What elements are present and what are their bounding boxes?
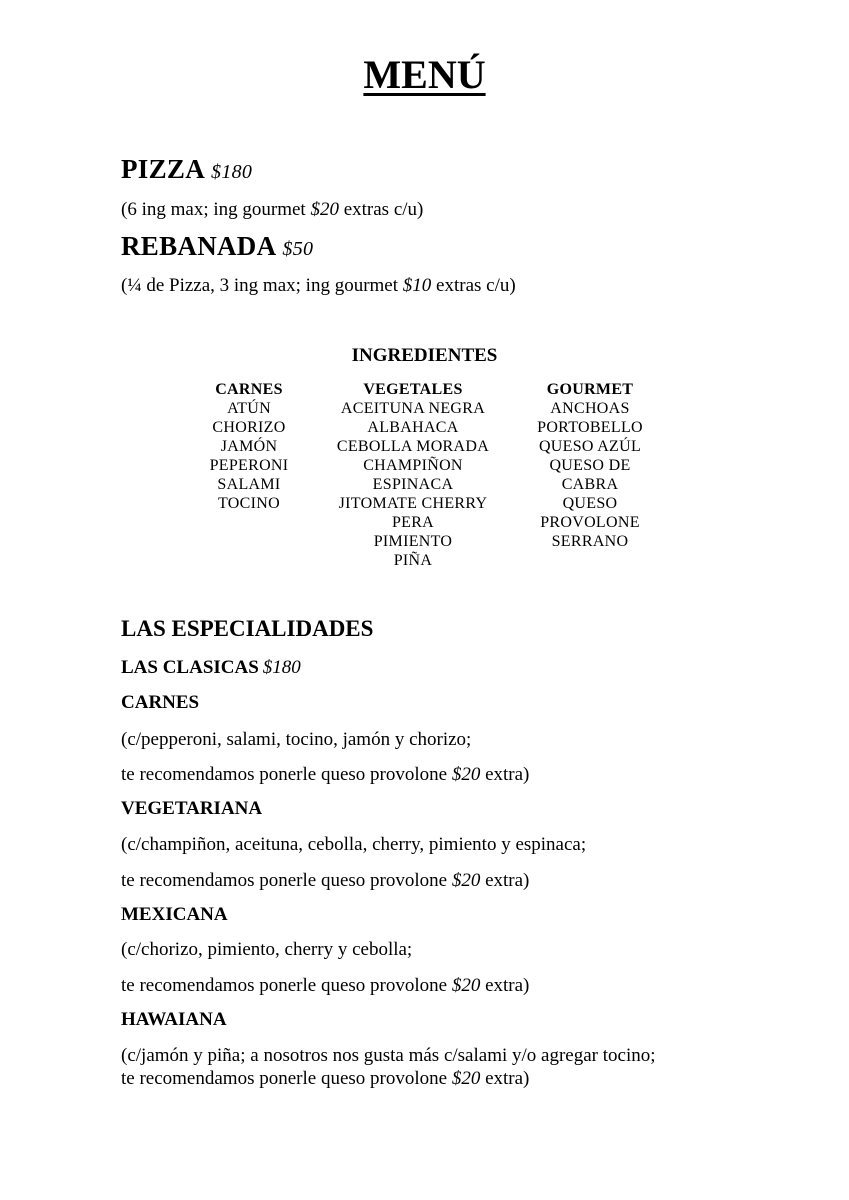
list-item: ALBAHACA bbox=[367, 419, 459, 436]
list-item: PORTOBELLO bbox=[537, 419, 643, 436]
list-item: ACEITUNA NEGRA bbox=[340, 400, 486, 417]
recommend-text: te recomendamos ponerle queso provolone bbox=[121, 764, 452, 785]
carnes-pizza-recommend bbox=[121, 764, 529, 786]
list-item: PROVOLONE bbox=[540, 514, 640, 531]
recommend-text: te recomendamos ponerle queso provolone bbox=[121, 975, 452, 996]
list-item: CEBOLLA MORADA bbox=[336, 438, 490, 455]
ingredientes-title: INGREDIENTES bbox=[351, 345, 498, 366]
rebanada-note bbox=[121, 275, 516, 297]
ingredientes-vegetales-column bbox=[323, 380, 503, 570]
list-item: QUESO bbox=[562, 495, 618, 512]
recommend-text: te recomendamos ponerle queso provolone bbox=[121, 870, 452, 891]
pizza-note bbox=[121, 199, 423, 221]
pizza-name: PIZZA bbox=[121, 154, 206, 184]
recommend-price: $20 bbox=[451, 1068, 481, 1089]
rebanada-note-price: $10 bbox=[402, 275, 432, 296]
rebanada-note-suffix: extras c/u) bbox=[431, 275, 516, 296]
ingredientes-gourmet-column bbox=[524, 380, 656, 551]
pizza-price: $180 bbox=[211, 161, 253, 183]
pizza-note-text: (6 ing max; ing gourmet bbox=[121, 199, 311, 220]
menu-title: MENÚ bbox=[363, 52, 486, 97]
vegetales-header: VEGETALES bbox=[363, 381, 463, 398]
hawaiana-pizza-recommend bbox=[121, 1068, 529, 1090]
pizza-heading bbox=[121, 154, 252, 185]
list-item: QUESO AZÚL bbox=[538, 438, 642, 455]
list-item: PIMIENTO bbox=[373, 533, 453, 550]
list-item: CABRA bbox=[561, 476, 619, 493]
recommend-suffix: extra) bbox=[480, 764, 530, 785]
list-item: JAMÓN bbox=[220, 438, 278, 455]
rebanada-price: $50 bbox=[282, 238, 314, 260]
list-item: PIÑA bbox=[393, 552, 433, 569]
list-item: JITOMATE CHERRY bbox=[338, 495, 488, 512]
mexicana-pizza-desc: (c/chorizo, pimiento, cherry y cebolla; bbox=[121, 939, 413, 960]
recommend-suffix: extra) bbox=[480, 975, 530, 996]
rebanada-heading bbox=[121, 231, 313, 262]
recommend-suffix: extra) bbox=[480, 1068, 530, 1089]
list-item: TOCINO bbox=[218, 495, 280, 512]
vegetariana-pizza-name: VEGETARIANA bbox=[121, 798, 263, 819]
list-item: CHAMPIÑON bbox=[363, 457, 463, 474]
vegetariana-pizza-desc: (c/champiñon, aceituna, cebolla, cherry, pimiento y espinaca; bbox=[121, 834, 587, 855]
rebanada-name: REBANADA bbox=[121, 231, 277, 261]
pizza-note-suffix: extras c/u) bbox=[338, 199, 424, 220]
pizza-note-price: $20 bbox=[310, 199, 339, 220]
clasicas-heading bbox=[121, 657, 301, 679]
list-item: CHORIZO bbox=[212, 419, 286, 436]
clasicas-price: $180 bbox=[262, 657, 301, 678]
hawaiana-pizza-name: HAWAIANA bbox=[121, 1009, 227, 1030]
hawaiana-pizza-desc: (c/jamón y piña; a nosotros nos gusta más c/salami y/o agregar tocino; bbox=[121, 1045, 656, 1066]
recommend-price: $20 bbox=[451, 975, 481, 996]
list-item: ATÚN bbox=[227, 400, 271, 417]
especialidades-title: LAS ESPECIALIDADES bbox=[121, 616, 374, 641]
list-item: ESPINACA bbox=[372, 476, 454, 493]
gourmet-header: GOURMET bbox=[546, 381, 634, 398]
list-item: SALAMI bbox=[217, 476, 281, 493]
carnes-header: CARNES bbox=[215, 381, 283, 398]
clasicas-label: LAS CLASICAS bbox=[121, 657, 259, 678]
list-item: ANCHOAS bbox=[550, 400, 630, 417]
carnes-pizza-name: CARNES bbox=[121, 692, 200, 713]
list-item: QUESO DE bbox=[549, 457, 631, 474]
mexicana-pizza-name: MEXICANA bbox=[121, 904, 228, 925]
ingredientes-carnes-column bbox=[189, 380, 309, 513]
list-item: SERRANO bbox=[551, 533, 629, 550]
recommend-price: $20 bbox=[451, 764, 481, 785]
recommend-text: te recomendamos ponerle queso provolone bbox=[121, 1068, 452, 1089]
list-item: PEPERONI bbox=[209, 457, 289, 474]
recommend-price: $20 bbox=[451, 870, 481, 891]
carnes-pizza-desc: (c/pepperoni, salami, tocino, jamón y chorizo; bbox=[121, 729, 472, 750]
mexicana-pizza-recommend bbox=[121, 975, 529, 997]
vegetariana-pizza-recommend bbox=[121, 870, 529, 892]
rebanada-note-text: (¼ de Pizza, 3 ing max; ing gourmet bbox=[121, 275, 403, 296]
recommend-suffix: extra) bbox=[480, 870, 530, 891]
list-item: PERA bbox=[391, 514, 435, 531]
